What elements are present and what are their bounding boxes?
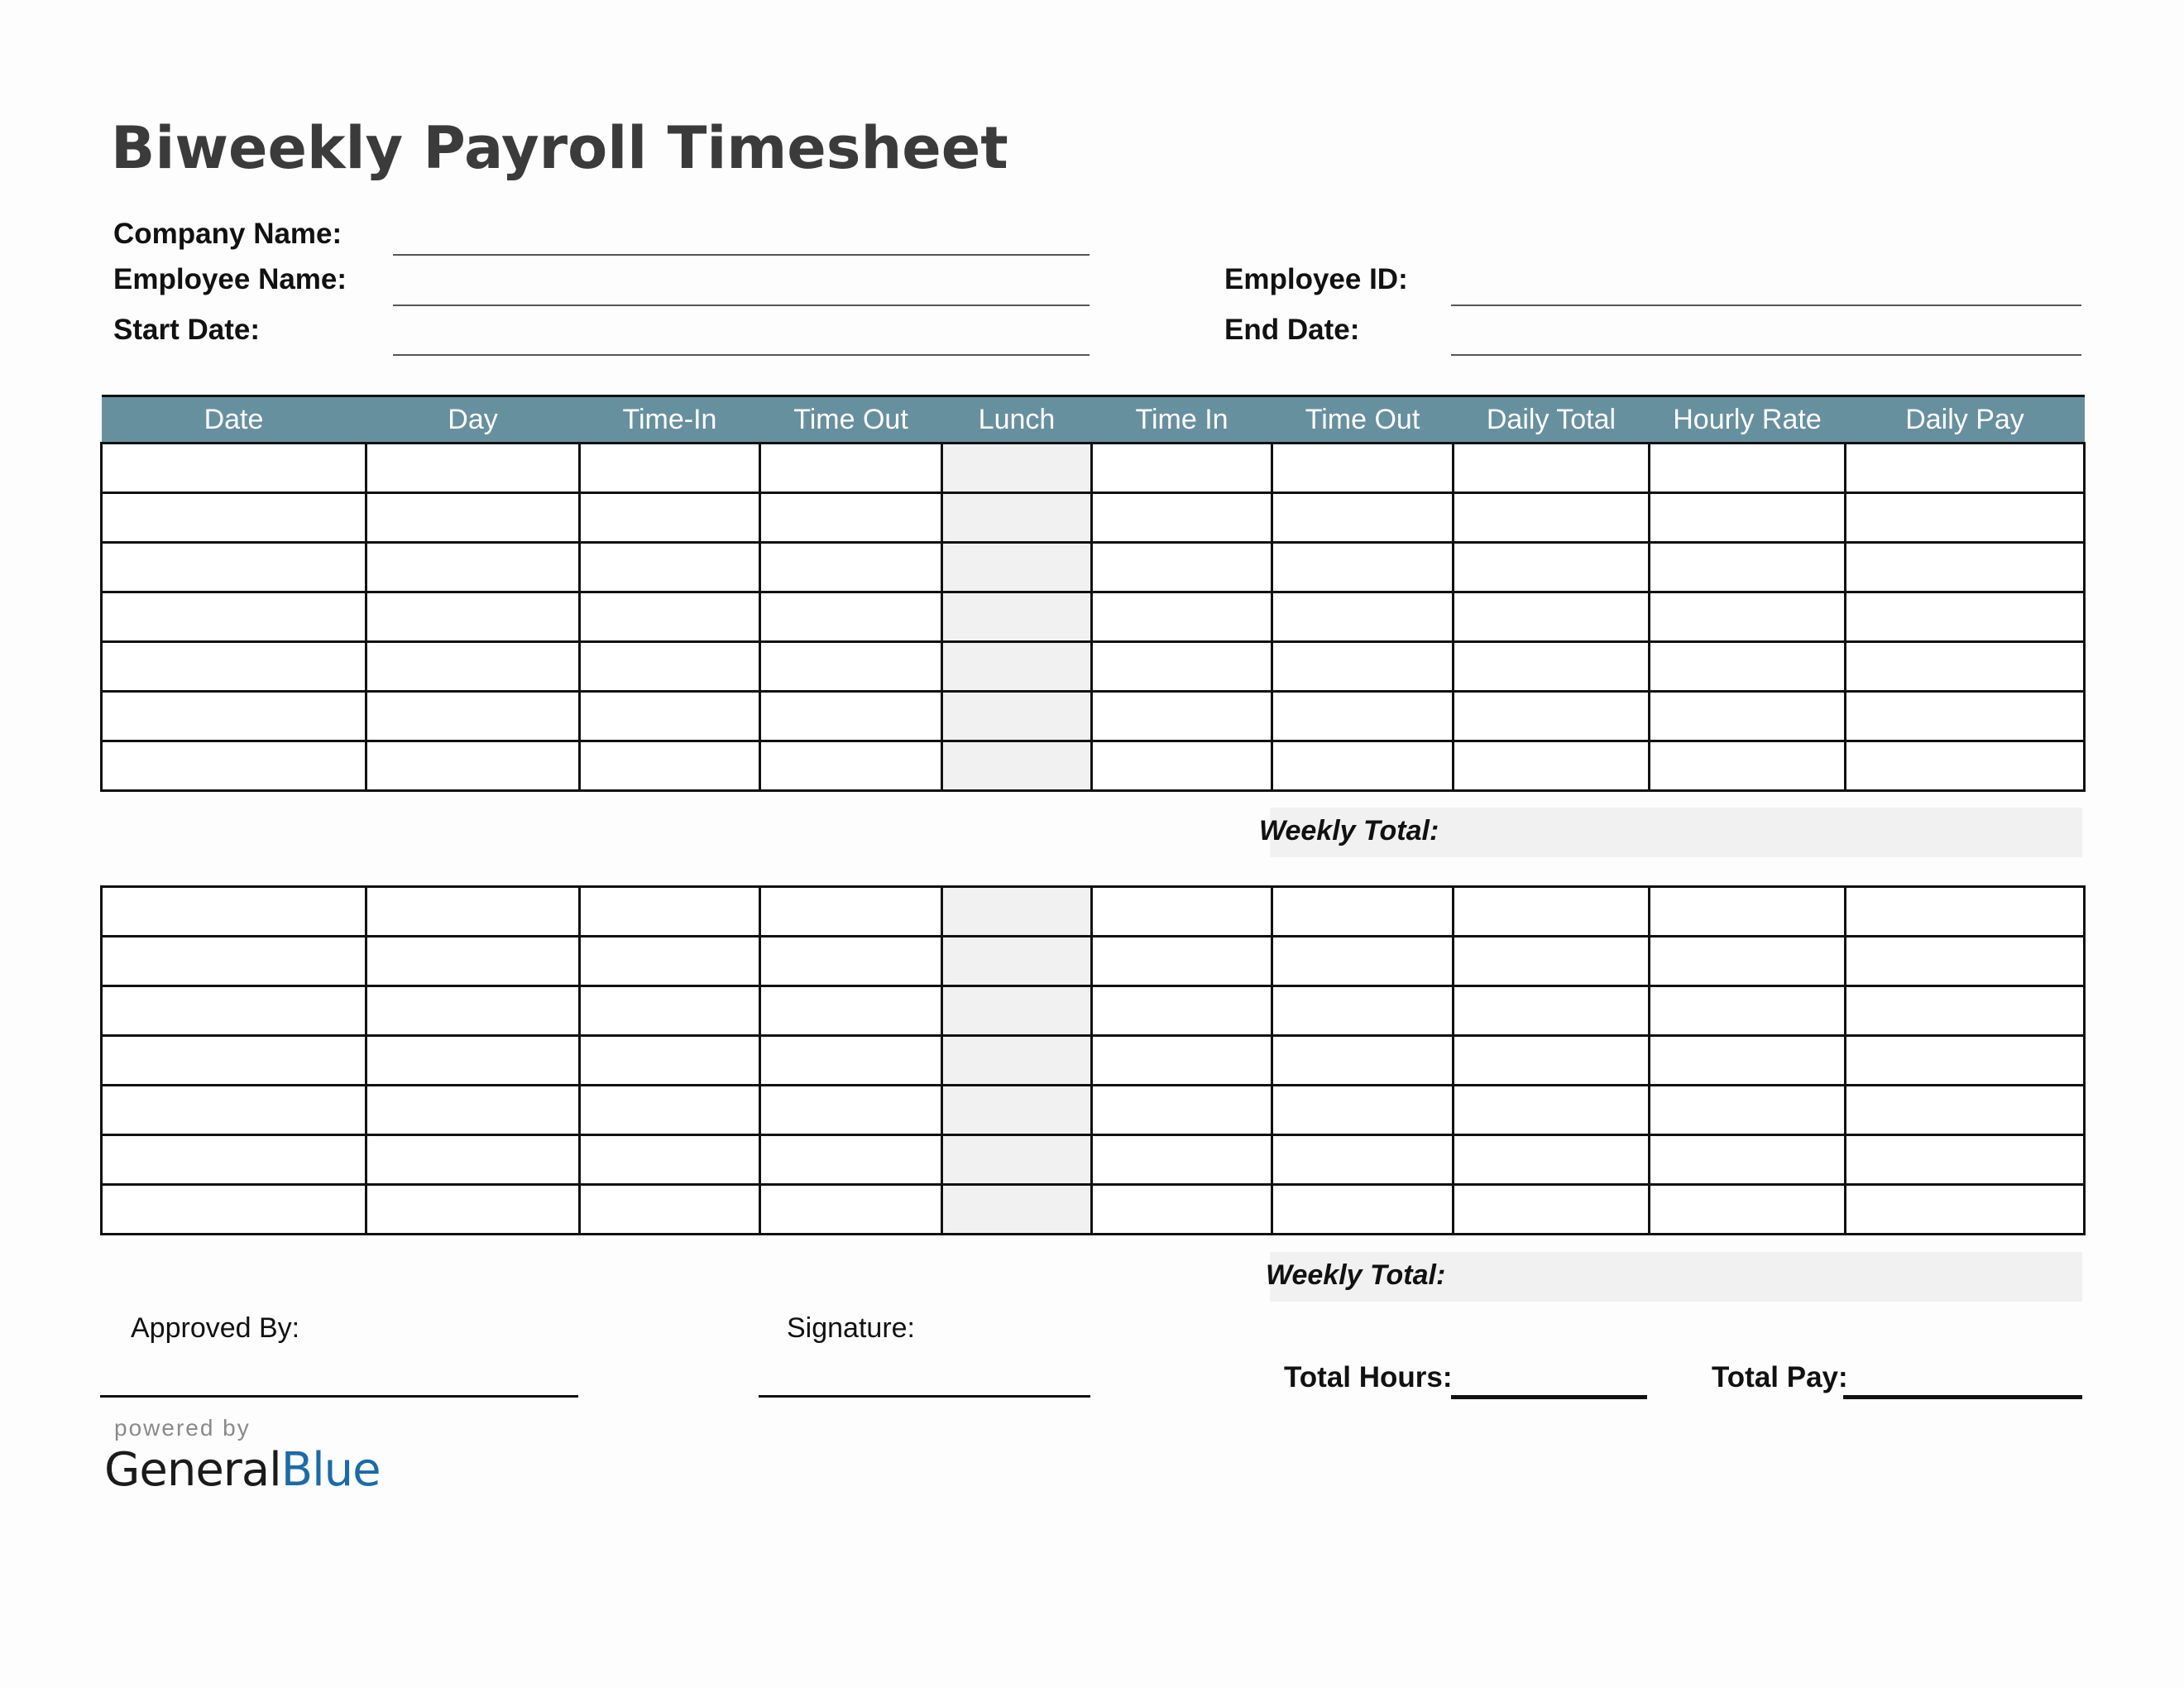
cell-time-in-2[interactable] <box>1092 1135 1272 1185</box>
cell-daily-pay[interactable] <box>1846 543 2085 592</box>
cell-daily-total[interactable] <box>1454 887 1650 937</box>
cell-time-out-1[interactable] <box>760 493 942 543</box>
table-row <box>102 986 2085 1036</box>
cell-daily-total[interactable] <box>1454 692 1650 741</box>
cell-time-in-2[interactable] <box>1092 642 1272 692</box>
cell-date[interactable] <box>102 543 366 592</box>
table-row <box>102 1086 2085 1135</box>
cell-hourly-rate[interactable] <box>1650 937 1846 986</box>
cell-daily-total[interactable] <box>1454 642 1650 692</box>
cell-daily-pay[interactable] <box>1846 1086 2085 1135</box>
cell-lunch[interactable] <box>942 741 1092 791</box>
table-row <box>102 493 2085 543</box>
cell-lunch[interactable] <box>942 592 1092 642</box>
logo-blue-text: Blue <box>280 1443 381 1497</box>
cell-time-in-1[interactable] <box>580 444 760 493</box>
column-header-lunch: Lunch <box>942 396 1092 444</box>
cell-daily-pay[interactable] <box>1846 493 2085 543</box>
cell-date[interactable] <box>102 937 366 986</box>
cell-hourly-rate[interactable] <box>1650 741 1846 791</box>
table-row <box>102 592 2085 642</box>
cell-date[interactable] <box>102 444 366 493</box>
cell-daily-pay[interactable] <box>1846 986 2085 1036</box>
cell-time-in-1[interactable] <box>580 1036 760 1086</box>
cell-time-out-1[interactable] <box>760 444 942 493</box>
cell-daily-total[interactable] <box>1454 1135 1650 1185</box>
table-row <box>102 741 2085 791</box>
cell-hourly-rate[interactable] <box>1650 692 1846 741</box>
table-row <box>102 692 2085 741</box>
cell-lunch[interactable] <box>942 1036 1092 1086</box>
approved-by-line[interactable] <box>100 1395 578 1398</box>
cell-time-out-1[interactable] <box>760 1135 942 1185</box>
cell-day[interactable] <box>366 692 580 741</box>
cell-daily-total[interactable] <box>1454 444 1650 493</box>
cell-hourly-rate[interactable] <box>1650 1185 1846 1235</box>
cell-hourly-rate[interactable] <box>1650 444 1846 493</box>
start-date-label: Start Date: <box>113 314 260 346</box>
cell-time-out-2[interactable] <box>1272 741 1454 791</box>
total-pay-label: Total Pay: <box>1712 1361 1848 1393</box>
cell-time-out-2[interactable] <box>1272 937 1454 986</box>
cell-hourly-rate[interactable] <box>1650 592 1846 642</box>
cell-date[interactable] <box>102 986 366 1036</box>
cell-time-in-2[interactable] <box>1092 741 1272 791</box>
column-header-hourly-rate: Hourly Rate <box>1650 396 1846 444</box>
powered-by-text: powered by <box>114 1415 251 1441</box>
cell-time-out-1[interactable] <box>760 1036 942 1086</box>
total-hours-label: Total Hours: <box>1284 1361 1453 1393</box>
cell-daily-total[interactable] <box>1454 592 1650 642</box>
end-date-field[interactable] <box>1451 354 2081 356</box>
cell-date[interactable] <box>102 887 366 937</box>
cell-daily-total[interactable] <box>1454 1086 1650 1135</box>
weekly-total-1-label: Weekly Total: <box>1259 815 1439 846</box>
cell-time-in-1[interactable] <box>580 887 760 937</box>
cell-lunch[interactable] <box>942 887 1092 937</box>
cell-daily-pay[interactable] <box>1846 592 2085 642</box>
signature-label: Signature: <box>787 1312 915 1344</box>
cell-time-in-1[interactable] <box>580 1086 760 1135</box>
cell-time-out-2[interactable] <box>1272 887 1454 937</box>
cell-daily-total[interactable] <box>1454 493 1650 543</box>
table-row <box>102 543 2085 592</box>
cell-day[interactable] <box>366 444 580 493</box>
cell-time-in-1[interactable] <box>580 741 760 791</box>
generalblue-logo <box>104 1443 381 1497</box>
cell-day[interactable] <box>366 1185 580 1235</box>
week-1-table <box>100 395 2086 792</box>
column-header-time-out-2: Time Out <box>1272 396 1454 444</box>
signature-line[interactable] <box>759 1395 1090 1398</box>
cell-day[interactable] <box>366 741 580 791</box>
cell-time-out-1[interactable] <box>760 1086 942 1135</box>
cell-date[interactable] <box>102 1036 366 1086</box>
cell-lunch[interactable] <box>942 493 1092 543</box>
table-row <box>102 642 2085 692</box>
table-row <box>102 937 2085 986</box>
cell-time-out-1[interactable] <box>760 692 942 741</box>
cell-daily-pay[interactable] <box>1846 937 2085 986</box>
cell-date[interactable] <box>102 1086 366 1135</box>
cell-lunch[interactable] <box>942 692 1092 741</box>
cell-day[interactable] <box>366 493 580 543</box>
cell-daily-pay[interactable] <box>1846 741 2085 791</box>
cell-day[interactable] <box>366 592 580 642</box>
cell-time-in-1[interactable] <box>580 493 760 543</box>
cell-time-out-2[interactable] <box>1272 493 1454 543</box>
cell-time-out-1[interactable] <box>760 642 942 692</box>
cell-lunch[interactable] <box>942 444 1092 493</box>
cell-daily-total[interactable] <box>1454 986 1650 1036</box>
cell-hourly-rate[interactable] <box>1650 642 1846 692</box>
cell-daily-pay[interactable] <box>1846 1036 2085 1086</box>
cell-time-in-1[interactable] <box>580 986 760 1036</box>
cell-time-in-2[interactable] <box>1092 444 1272 493</box>
column-header-daily-pay: Daily Pay <box>1846 396 2085 444</box>
cell-date[interactable] <box>102 692 366 741</box>
cell-time-in-2[interactable] <box>1092 692 1272 741</box>
company-name-field[interactable] <box>393 254 1090 256</box>
cell-hourly-rate[interactable] <box>1650 887 1846 937</box>
total-pay-field[interactable] <box>1843 1395 2082 1399</box>
employee-id-label: Employee ID: <box>1224 263 1408 295</box>
cell-time-out-1[interactable] <box>760 592 942 642</box>
weekly-total-2-label: Weekly Total: <box>1266 1259 1446 1291</box>
cell-hourly-rate[interactable] <box>1650 1086 1846 1135</box>
cell-time-out-1[interactable] <box>760 1185 942 1235</box>
cell-time-in-1[interactable] <box>580 937 760 986</box>
column-header-date: Date <box>102 396 366 444</box>
cell-hourly-rate[interactable] <box>1650 1036 1846 1086</box>
cell-time-out-1[interactable] <box>760 741 942 791</box>
page-title: Biweekly Payroll Timesheet <box>111 114 1008 182</box>
cell-time-out-2[interactable] <box>1272 642 1454 692</box>
table-row <box>102 1185 2085 1235</box>
employee-id-field[interactable] <box>1451 305 2081 306</box>
cell-time-out-2[interactable] <box>1272 592 1454 642</box>
cell-lunch[interactable] <box>942 1135 1092 1185</box>
cell-date[interactable] <box>102 493 366 543</box>
table-header-row <box>102 396 2085 444</box>
end-date-label: End Date: <box>1224 314 1360 346</box>
logo-general-text: General <box>104 1443 281 1497</box>
cell-time-in-1[interactable] <box>580 642 760 692</box>
cell-daily-total[interactable] <box>1454 1185 1650 1235</box>
column-header-day: Day <box>366 396 580 444</box>
cell-daily-pay[interactable] <box>1846 1135 2085 1185</box>
company-name-label: Company Name: <box>113 218 342 250</box>
cell-date[interactable] <box>102 1185 366 1235</box>
cell-time-in-2[interactable] <box>1092 1185 1272 1235</box>
cell-time-in-2[interactable] <box>1092 937 1272 986</box>
cell-date[interactable] <box>102 1135 366 1185</box>
total-hours-field[interactable] <box>1451 1395 1647 1399</box>
cell-daily-pay[interactable] <box>1846 692 2085 741</box>
column-header-time-out-1: Time Out <box>760 396 942 444</box>
cell-time-out-1[interactable] <box>760 986 942 1036</box>
cell-time-out-2[interactable] <box>1272 1086 1454 1135</box>
cell-time-out-1[interactable] <box>760 543 942 592</box>
cell-time-in-2[interactable] <box>1092 543 1272 592</box>
cell-time-out-1[interactable] <box>760 887 942 937</box>
cell-lunch[interactable] <box>942 543 1092 592</box>
cell-time-in-2[interactable] <box>1092 592 1272 642</box>
cell-daily-pay[interactable] <box>1846 642 2085 692</box>
cell-date[interactable] <box>102 741 366 791</box>
cell-time-in-1[interactable] <box>580 1185 760 1235</box>
cell-time-in-1[interactable] <box>580 692 760 741</box>
table-row <box>102 1036 2085 1086</box>
cell-day[interactable] <box>366 1135 580 1185</box>
table-row <box>102 1135 2085 1185</box>
column-header-daily-total: Daily Total <box>1454 396 1650 444</box>
cell-day[interactable] <box>366 937 580 986</box>
cell-daily-total[interactable] <box>1454 543 1650 592</box>
cell-lunch[interactable] <box>942 1185 1092 1235</box>
cell-time-out-2[interactable] <box>1272 1135 1454 1185</box>
cell-time-out-1[interactable] <box>760 937 942 986</box>
cell-time-in-1[interactable] <box>580 1135 760 1185</box>
table-row <box>102 444 2085 493</box>
cell-time-in-2[interactable] <box>1092 1036 1272 1086</box>
column-header-time-in-2: Time In <box>1092 396 1272 444</box>
cell-lunch[interactable] <box>942 1086 1092 1135</box>
cell-time-in-2[interactable] <box>1092 986 1272 1036</box>
cell-day[interactable] <box>366 1086 580 1135</box>
cell-daily-pay[interactable] <box>1846 1185 2085 1235</box>
cell-daily-total[interactable] <box>1454 741 1650 791</box>
cell-lunch[interactable] <box>942 986 1092 1036</box>
cell-time-out-2[interactable] <box>1272 444 1454 493</box>
cell-hourly-rate[interactable] <box>1650 1135 1846 1185</box>
cell-day[interactable] <box>366 986 580 1036</box>
cell-lunch[interactable] <box>942 937 1092 986</box>
cell-daily-pay[interactable] <box>1846 887 2085 937</box>
cell-day[interactable] <box>366 543 580 592</box>
cell-time-in-1[interactable] <box>580 543 760 592</box>
cell-time-out-2[interactable] <box>1272 543 1454 592</box>
cell-time-out-2[interactable] <box>1272 986 1454 1036</box>
cell-day[interactable] <box>366 1036 580 1086</box>
cell-daily-total[interactable] <box>1454 937 1650 986</box>
cell-time-out-2[interactable] <box>1272 692 1454 741</box>
table-row <box>102 887 2085 937</box>
cell-time-in-1[interactable] <box>580 592 760 642</box>
cell-hourly-rate[interactable] <box>1650 493 1846 543</box>
cell-lunch[interactable] <box>942 642 1092 692</box>
cell-time-in-2[interactable] <box>1092 1086 1272 1135</box>
cell-date[interactable] <box>102 592 366 642</box>
cell-hourly-rate[interactable] <box>1650 543 1846 592</box>
start-date-field[interactable] <box>393 354 1090 356</box>
cell-time-in-2[interactable] <box>1092 493 1272 543</box>
cell-date[interactable] <box>102 642 366 692</box>
cell-day[interactable] <box>366 642 580 692</box>
cell-hourly-rate[interactable] <box>1650 986 1846 1036</box>
cell-daily-total[interactable] <box>1454 1036 1650 1086</box>
approved-by-label: Approved By: <box>131 1312 300 1344</box>
cell-time-out-2[interactable] <box>1272 1185 1454 1235</box>
cell-time-in-2[interactable] <box>1092 887 1272 937</box>
cell-daily-pay[interactable] <box>1846 444 2085 493</box>
cell-time-out-2[interactable] <box>1272 1036 1454 1086</box>
cell-day[interactable] <box>366 887 580 937</box>
employee-name-label: Employee Name: <box>113 263 347 295</box>
column-header-time-in-1: Time-In <box>580 396 760 444</box>
employee-name-field[interactable] <box>393 305 1090 306</box>
week-2-table <box>100 885 2086 1235</box>
